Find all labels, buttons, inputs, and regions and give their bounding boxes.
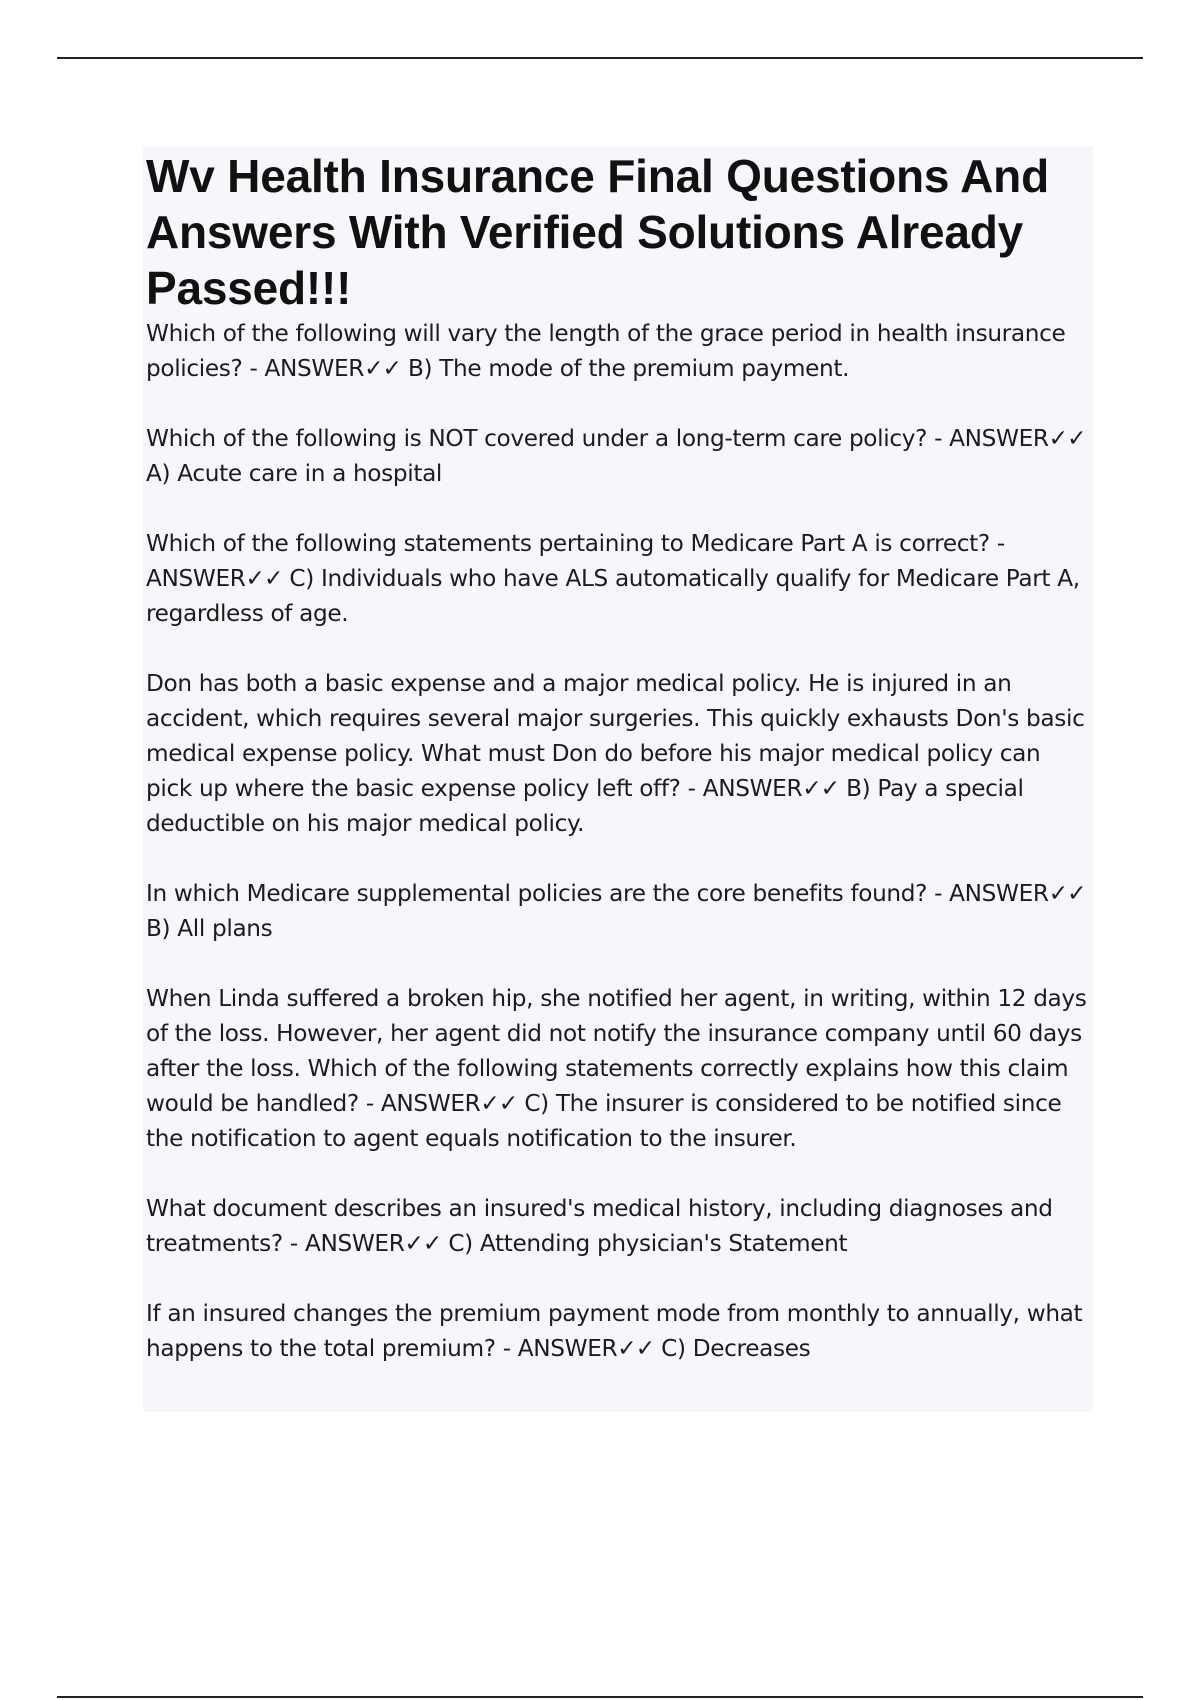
- answer-label: ANSWER: [949, 425, 1049, 452]
- answer-label: ANSWER: [264, 355, 365, 382]
- bottom-rule: [57, 1696, 1143, 1698]
- separator: -: [358, 1090, 381, 1117]
- separator: -: [989, 530, 1005, 557]
- question-text: Which of the following is NOT covered under a long-term care policy?: [146, 425, 928, 452]
- qa-item-3: [146, 526, 1089, 631]
- qa-item-8: [146, 1296, 1089, 1366]
- document-title: Wv Health Insurance Final Questions And Answers With Verified Solutions Already Passed!!!: [146, 150, 1049, 314]
- top-rule: [57, 57, 1143, 59]
- qa-item-1: [146, 316, 1089, 386]
- answer-text: C) Decreases: [661, 1335, 811, 1362]
- separator: -: [495, 1335, 518, 1362]
- question-text: In which Medicare supplemental policies are the core benefits found?: [146, 880, 928, 907]
- answer-text: C) The insurer is considered to be notified since the notification to agent equals notification to the insurer.: [146, 1090, 1062, 1152]
- document-body: [143, 146, 1093, 1412]
- question-text: If an insured changes the premium payment mode from monthly to annually, what happens to the total premium?: [146, 1300, 1083, 1362]
- question-text: Which of the following statements pertaining to Medicare Part A is correct?: [146, 530, 990, 557]
- question-text: Which of the following will vary the length of the grace period in health insurance policies?: [146, 320, 1066, 382]
- answer-label: ANSWER: [517, 1335, 618, 1362]
- answer-text: B) All plans: [146, 915, 273, 942]
- separator: -: [242, 355, 265, 382]
- question-text: What document describes an insured's medical history, including diagnoses and treatments?: [146, 1195, 1053, 1257]
- check-marks: ✓✓: [1048, 425, 1086, 452]
- answer-text: C) Attending physician's Statement: [448, 1230, 848, 1257]
- answer-label: ANSWER: [702, 775, 803, 802]
- answer-label: ANSWER: [380, 1090, 481, 1117]
- answer-label: ANSWER: [146, 565, 246, 592]
- check-marks: ✓✓: [364, 355, 401, 382]
- answer-label: ANSWER: [304, 1230, 405, 1257]
- qa-item-4: [146, 666, 1089, 841]
- separator: -: [927, 880, 950, 907]
- separator: -: [282, 1230, 305, 1257]
- check-marks: ✓✓: [1048, 880, 1086, 907]
- question-text: Don has both a basic expense and a major medical policy. He is injured in an accident, which requires several major surgeries. This quickly exhausts Don's basic medical expense policy. What must Don do before his major medical policy can pick up where the basic expense policy left off?: [146, 670, 1085, 802]
- qa-item-6: [146, 981, 1089, 1156]
- check-marks: ✓✓: [802, 775, 840, 802]
- answer-label: ANSWER: [949, 880, 1049, 907]
- answer-text: B) Pay a special deductible on his major medical policy.: [146, 775, 1024, 837]
- question-text: When Linda suffered a broken hip, she notified her agent, in writing, within 12 days of the loss. However, her agent did not notify the insurance company until 60 days after the loss. Which of the following statements correctly explains how this claim would be handled?: [146, 985, 1087, 1117]
- check-marks: ✓✓: [617, 1335, 655, 1362]
- check-marks: ✓✓: [245, 565, 283, 592]
- separator: -: [927, 425, 950, 452]
- qa-list: [146, 316, 1089, 1366]
- separator: -: [680, 775, 703, 802]
- answer-text: C) Individuals who have ALS automatically qualify for Medicare Part A, regardless of age.: [146, 565, 1080, 627]
- answer-text: A) Acute care in a hospital: [146, 460, 443, 487]
- qa-item-5: [146, 876, 1089, 946]
- qa-item-2: [146, 421, 1089, 491]
- check-marks: ✓✓: [404, 1230, 442, 1257]
- check-marks: ✓✓: [480, 1090, 518, 1117]
- qa-item-7: [146, 1191, 1089, 1261]
- answer-text: B) The mode of the premium payment.: [407, 355, 850, 382]
